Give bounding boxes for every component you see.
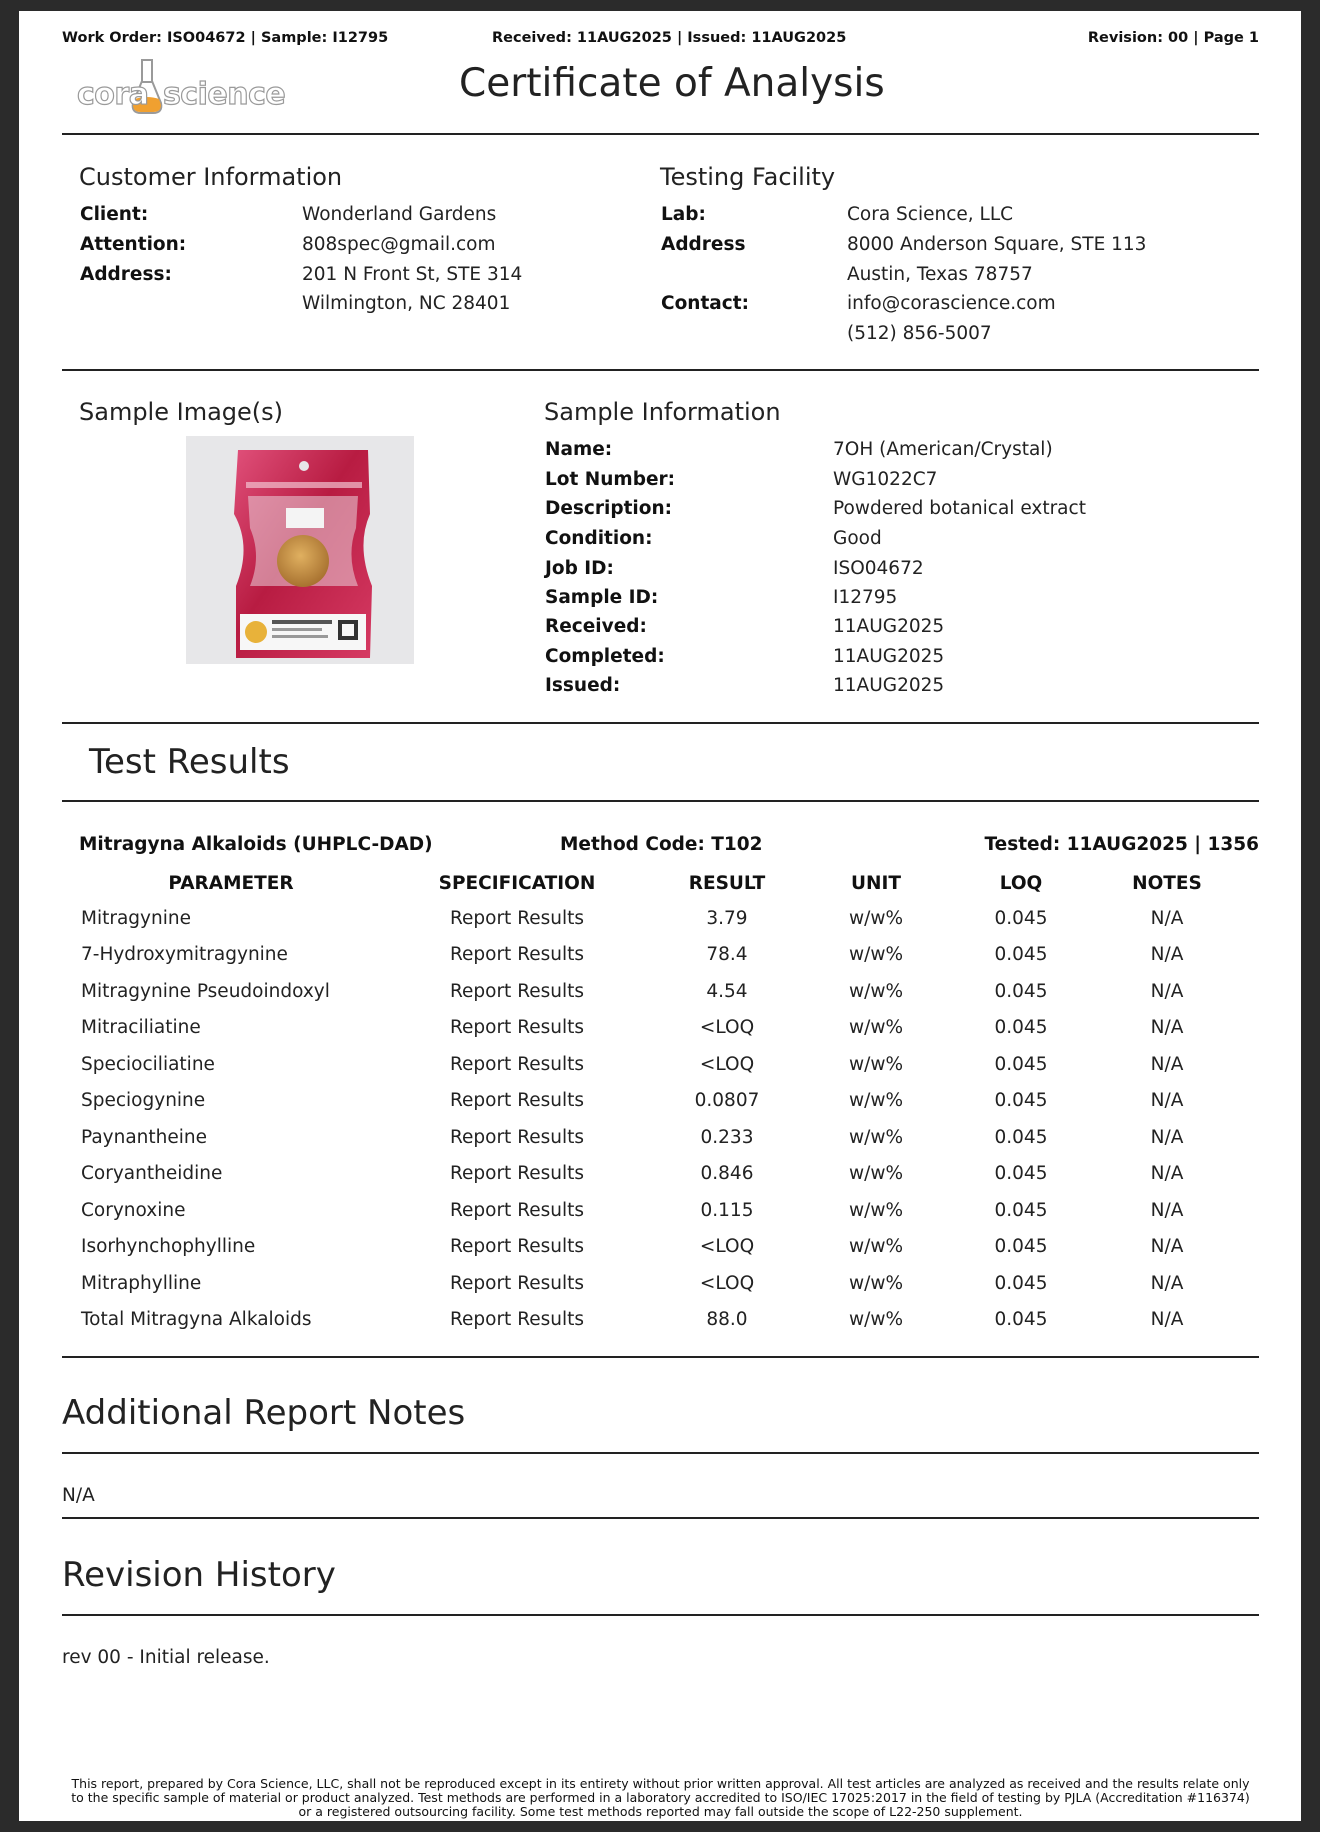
test-results-heading: Test Results: [89, 742, 290, 782]
loq-cell: 0.045: [994, 1017, 1048, 1039]
result-cell: 0.0807: [694, 1090, 760, 1112]
specification-cell: Report Results: [449, 1272, 584, 1294]
table-row: [81, 1192, 1243, 1229]
specification-cell: Report Results: [449, 1236, 584, 1258]
disclaimer-line: to the specific sample of material or product analyzed. Test methods are performed in a laboratory accredited to ISO/IEC 17025:2017 in the field of testing by PJLA (Accreditation #116374): [71, 1790, 1250, 1805]
notes-cell: N/A: [1150, 1053, 1184, 1075]
parameter-cell: 7-Hydroxymitragynine: [81, 944, 288, 966]
table-row: [81, 973, 1243, 1010]
specification-cell: Report Results: [449, 1090, 584, 1112]
loq-cell: 0.045: [994, 1199, 1048, 1221]
contact-phone: (512) 856-5007: [847, 323, 992, 344]
table-row: [81, 1010, 1243, 1047]
result-cell: <LOQ: [699, 1053, 755, 1075]
divider: [62, 1614, 1259, 1616]
facility-address-label: Address: [661, 234, 746, 255]
table-row: [81, 1265, 1243, 1302]
unit-cell: w/w%: [848, 1309, 904, 1331]
specification-cell: Report Results: [449, 1309, 584, 1331]
loq-cell: 0.045: [994, 1309, 1048, 1331]
divider: [62, 1452, 1259, 1454]
completed-value: 11AUG2025: [833, 646, 945, 667]
result-cell: 0.233: [700, 1126, 754, 1148]
notes-cell: N/A: [1150, 907, 1184, 929]
table-row: [81, 1083, 1243, 1120]
table-header-row: [81, 866, 1243, 900]
description-value: Powdered botanical extract: [833, 498, 1086, 519]
unit-cell: w/w%: [848, 1126, 904, 1148]
sample-name-value: 7OH (American/Crystal): [833, 439, 1053, 460]
result-cell: <LOQ: [699, 1236, 755, 1258]
sample-info-heading: Sample Information: [544, 398, 781, 426]
specification-cell: Report Results: [449, 1199, 584, 1221]
tested-date: Tested: 11AUG2025 | 1356: [984, 834, 1259, 855]
specification-cell: Report Results: [449, 1163, 584, 1185]
completed-label: Completed:: [545, 646, 665, 667]
result-cell: 0.846: [700, 1163, 754, 1185]
parameter-cell: Corynoxine: [81, 1199, 186, 1221]
col-loq: LOQ: [999, 872, 1043, 894]
unit-cell: w/w%: [848, 1090, 904, 1112]
result-cell: 0.115: [700, 1199, 754, 1221]
loq-cell: 0.045: [994, 1090, 1048, 1112]
loq-cell: 0.045: [994, 1272, 1048, 1294]
loq-cell: 0.045: [994, 1126, 1048, 1148]
result-cell: 4.54: [706, 980, 748, 1002]
contact-label: Contact:: [661, 293, 749, 314]
notes-cell: N/A: [1150, 1126, 1184, 1148]
facility-address-line2: Austin, Texas 78757: [847, 264, 1033, 285]
revision-history-text: rev 00 - Initial release.: [62, 1647, 270, 1668]
notes-cell: N/A: [1150, 1090, 1184, 1112]
divider: [62, 800, 1259, 802]
specification-cell: Report Results: [449, 944, 584, 966]
col-specification: SPECIFICATION: [438, 872, 596, 894]
work-order-line: Work Order: ISO04672 | Sample: I12795: [62, 30, 389, 46]
customer-heading: Customer Information: [79, 163, 343, 191]
divider: [62, 722, 1259, 724]
loq-cell: 0.045: [994, 1163, 1048, 1185]
parameter-cell: Isorhynchophylline: [81, 1236, 256, 1258]
issued-value: 11AUG2025: [833, 675, 945, 696]
parameter-cell: Coryantheidine: [81, 1163, 223, 1185]
client-value: Wonderland Gardens: [302, 204, 497, 225]
sample-pouch-image: [186, 436, 414, 664]
loq-cell: 0.045: [994, 1053, 1048, 1075]
table-row: [81, 1156, 1243, 1193]
received-issued-line: Received: 11AUG2025 | Issued: 11AUG2025: [492, 30, 847, 46]
result-cell: 78.4: [706, 944, 748, 966]
result-cell: 3.79: [706, 907, 748, 929]
notes-cell: N/A: [1150, 1272, 1184, 1294]
table-row: [81, 1302, 1243, 1339]
notes-cell: N/A: [1150, 1017, 1184, 1039]
table-row: [81, 1119, 1243, 1156]
certificate-page: [19, 11, 1301, 1821]
divider: [62, 1356, 1259, 1358]
sample-id-value: I12795: [833, 587, 898, 608]
lot-number-value: WG1022C7: [833, 469, 938, 490]
divider: [62, 133, 1259, 135]
notes-cell: N/A: [1150, 944, 1184, 966]
loq-cell: 0.045: [994, 980, 1048, 1002]
divider: [62, 369, 1259, 371]
sample-image-heading: Sample Image(s): [79, 398, 284, 426]
attention-value: 808spec@gmail.com: [302, 234, 496, 255]
document-title: Certificate of Analysis: [459, 61, 885, 106]
unit-cell: w/w%: [848, 1163, 904, 1185]
divider: [62, 1517, 1259, 1519]
results-table: [81, 866, 1243, 1338]
received-label: Received:: [545, 616, 647, 637]
logo-wordmark: cora science: [77, 77, 286, 112]
parameter-cell: Mitraphylline: [81, 1272, 202, 1294]
facility-heading: Testing Facility: [660, 163, 836, 191]
loq-cell: 0.045: [994, 907, 1048, 929]
unit-cell: w/w%: [848, 1017, 904, 1039]
customer-address-line2: Wilmington, NC 28401: [302, 293, 511, 314]
condition-value: Good: [833, 528, 882, 549]
result-cell: <LOQ: [699, 1272, 755, 1294]
disclaimer-footer: [62, 1777, 1259, 1819]
issued-label: Issued:: [545, 675, 621, 696]
parameter-cell: Mitraciliatine: [81, 1017, 201, 1039]
lot-number-label: Lot Number:: [545, 469, 676, 490]
sample-id-label: Sample ID:: [545, 587, 659, 608]
specification-cell: Report Results: [449, 1053, 584, 1075]
parameter-cell: Speciogynine: [81, 1090, 206, 1112]
notes-cell: N/A: [1150, 1163, 1184, 1185]
sample-name-label: Name:: [545, 439, 613, 460]
notes-cell: N/A: [1150, 1199, 1184, 1221]
condition-label: Condition:: [545, 528, 653, 549]
notes-cell: N/A: [1150, 1309, 1184, 1331]
lab-value: Cora Science, LLC: [847, 204, 1014, 225]
revision-history-heading: Revision History: [62, 1555, 336, 1595]
attention-label: Attention:: [80, 234, 187, 255]
parameter-cell: Speciociliatine: [81, 1053, 215, 1075]
sample-photo: [186, 436, 414, 664]
col-result: RESULT: [688, 872, 766, 894]
unit-cell: w/w%: [848, 944, 904, 966]
table-row: [81, 1046, 1243, 1083]
job-id-value: ISO04672: [833, 558, 924, 579]
result-cell: 88.0: [706, 1309, 748, 1331]
notes-heading: Additional Report Notes: [62, 1393, 466, 1433]
contact-email: info@corascience.com: [847, 293, 1056, 314]
notes-text: N/A: [62, 1485, 95, 1506]
specification-cell: Report Results: [449, 1017, 584, 1039]
table-row: [81, 900, 1243, 937]
parameter-cell: Mitragynine: [81, 907, 191, 929]
method-code: Method Code: T102: [560, 834, 763, 855]
col-unit: UNIT: [850, 872, 901, 894]
revision-line: Revision: 00 | Page 1: [1087, 30, 1259, 46]
parameter-cell: Paynantheine: [81, 1126, 208, 1148]
client-label: Client:: [80, 204, 149, 225]
panel-name: Mitragyna Alkaloids (UHPLC-DAD): [79, 834, 433, 855]
unit-cell: w/w%: [848, 1272, 904, 1294]
specification-cell: Report Results: [449, 1126, 584, 1148]
specification-cell: Report Results: [449, 907, 584, 929]
customer-address-label: Address:: [80, 264, 172, 285]
corascience-logo: [77, 59, 286, 117]
unit-cell: w/w%: [848, 1199, 904, 1221]
result-cell: <LOQ: [699, 1017, 755, 1039]
unit-cell: w/w%: [848, 980, 904, 1002]
specification-cell: Report Results: [449, 980, 584, 1002]
customer-address-line1: 201 N Front St, STE 314: [302, 264, 523, 285]
job-id-label: Job ID:: [545, 558, 614, 579]
table-row: [81, 937, 1243, 974]
parameter-cell: Mitragynine Pseudoindoxyl: [81, 980, 330, 1002]
received-value: 11AUG2025: [833, 616, 945, 637]
unit-cell: w/w%: [848, 907, 904, 929]
disclaimer-line: or a registered outsourcing facility. Some test methods reported may fall outside the scope of L22-250 supplement.: [298, 1804, 1023, 1819]
loq-cell: 0.045: [994, 1236, 1048, 1258]
unit-cell: w/w%: [848, 1053, 904, 1075]
col-notes: NOTES: [1132, 872, 1202, 894]
notes-cell: N/A: [1150, 980, 1184, 1002]
description-label: Description:: [545, 498, 673, 519]
parameter-cell: Total Mitragyna Alkaloids: [81, 1309, 312, 1331]
facility-address-line1: 8000 Anderson Square, STE 113: [847, 234, 1147, 255]
disclaimer-line: This report, prepared by Cora Science, LLC, shall not be reproduced except in its entirety without prior written approval. All test articles are analyzed as received and the results relate only: [71, 1776, 1250, 1791]
lab-label: Lab:: [661, 204, 706, 225]
col-parameter: PARAMETER: [168, 872, 294, 894]
notes-cell: N/A: [1150, 1236, 1184, 1258]
unit-cell: w/w%: [848, 1236, 904, 1258]
loq-cell: 0.045: [994, 944, 1048, 966]
table-row: [81, 1229, 1243, 1266]
